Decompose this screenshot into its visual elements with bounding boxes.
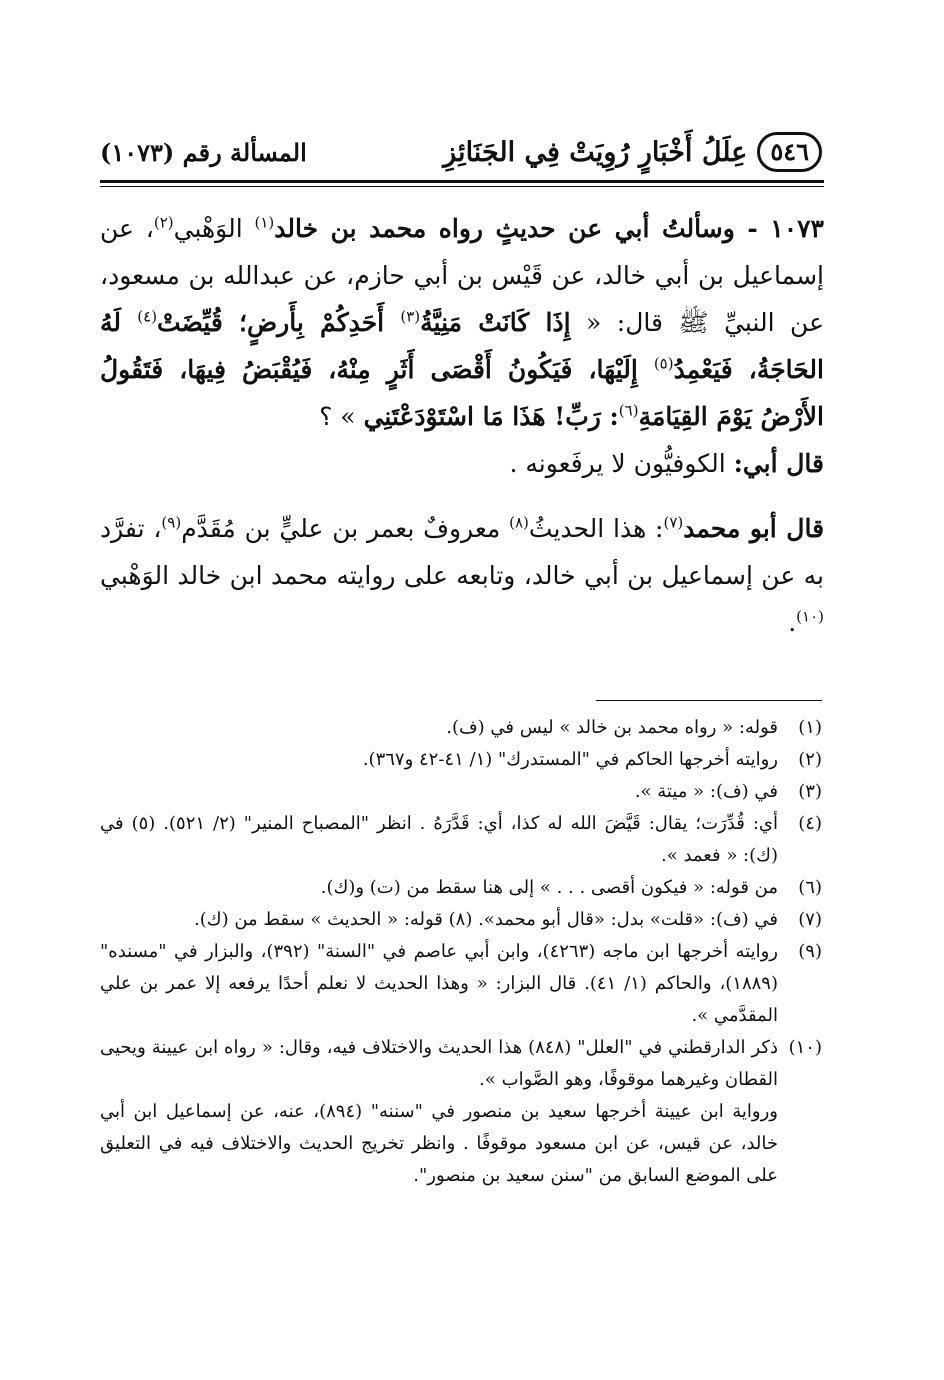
text-segment: : هذا الحديثُ (528, 514, 664, 543)
footnote (100, 1032, 822, 1096)
footnote-ref: (١) (254, 213, 275, 232)
book-title: عِلَلُ أَخْبَارٍ رُوِيَتْ فِي الجَنَائِزِ (443, 136, 748, 168)
footnote (100, 872, 822, 904)
footnote (100, 776, 822, 808)
footnote-number: (٢) (798, 749, 822, 770)
text-segment: ، عن إسماعيل بن أبي خالد، عن قَيْس بن أبي حازم، عن عبدالله بن مسعود، عن النبيِّ ﷺ قال: « (100, 214, 825, 337)
footnote-number: (٩) (798, 941, 822, 962)
footnote-ref: (٣) (400, 307, 421, 326)
footnote-ref: (٩) (161, 513, 182, 532)
footnote-continuation: ورواية ابن عيينة أخرجها سعيد بن منصور في "سننه" (٨٩٤)، عنه، عن إسماعيل ابن أبي خالد، عن قيس، عن ابن مسعود موقوفًا . وانظر تخريج الحديث والاختلاف فيه في التعليق على الموضع السابق من "سنن سعيد بن منصور". (100, 1101, 778, 1186)
footnote-number: (٧) (798, 909, 822, 930)
footnote-number: (٣) (798, 781, 822, 802)
text-segment: . (788, 608, 797, 637)
footnote-number: (١) (798, 717, 822, 738)
footnote (100, 744, 822, 776)
header-rule-thin (100, 186, 824, 187)
footnote-text: من قوله: « فيكون أقصى . . . » إلى هنا سقط من (ت) و(ك). (320, 877, 778, 898)
paragraph-father (100, 440, 824, 487)
footnote-ref: (٤) (137, 307, 158, 326)
header-rule-thick (100, 180, 824, 183)
question-intro: وسألتُ أبي عن حديثٍ رواه محمد بن خالد (274, 214, 748, 243)
text-segment: » ؟ (319, 402, 364, 431)
speaker-label: قال أبي: (733, 449, 824, 478)
footnote-ref: (١٠) (796, 607, 824, 626)
footnote-text: ذكر الدارقطني في "العلل" (٨٤٨) هذا الحديث والاختلاف فيه، وقال: « رواه ابن عيينة ويحيى القطان وغيرهما موقوفًا، وهو الصَّواب ». (100, 1037, 778, 1090)
footnote-text: روايته أخرجها الحاكم في "المستدرك" (١/ ٤١-٤٢ و٣٦٧). (362, 749, 778, 770)
text-segment: ، تفرَّد به عن إسماعيل بن أبي خالد، وتابعه على روايته محمد ابن خالد الوَهْبي (100, 514, 824, 590)
header-right (443, 132, 822, 172)
main-text (100, 205, 824, 646)
footnote-number: (٦) (798, 877, 822, 898)
footnote (100, 712, 822, 744)
footnote-ref: (٧) (663, 513, 684, 532)
footnote-text: قوله: « رواه محمد بن خالد » ليس في (ف). (446, 717, 778, 738)
footnote-separator (596, 700, 822, 701)
speaker-label: قال أبو محمد (683, 514, 825, 543)
footnote-ref: (٨) (509, 513, 529, 532)
paragraph-abu-muhammad (100, 505, 824, 646)
footnote-ref: (٦) (618, 401, 639, 420)
page-number: ٥٤٦ (757, 132, 822, 172)
text-segment: معروفٌ بعمر بن عليٍّ بن مُقَدَّم (181, 514, 510, 543)
footnote-ref: (٥) (653, 354, 674, 373)
footnotes (100, 712, 822, 1192)
footnote-number: (١٠) (788, 1037, 822, 1058)
hadith-text: إِذَا كَانَتْ مَنِيَّةُ (420, 308, 571, 337)
text-segment: الكوفيُّون لا يرفَعونه . (509, 449, 734, 478)
hadith-text: إِلَيْهَا، فَيَكُونُ أَقْصَى أَثَرٍ مِنْهُ، فَيُقْبَضُ فِيهَا، فَتَقُولُ الأَرْضُ يَوْمَ القِيَامَةِ (100, 355, 824, 431)
footnote (100, 904, 822, 936)
footnote-ref: (٢) (153, 213, 174, 232)
hadith-text: أَحَدِكُمْ بِأَرضٍ؛ قُيِّضَتْ (157, 308, 401, 337)
footnote-number: (٤) (798, 813, 822, 834)
footnote (100, 936, 822, 1032)
footnote-text: في (ف): « ميتة ». (634, 781, 778, 802)
hadith-text: : رَبِّ! هَذَا مَا اسْتَوْدَعْتَنِي (363, 402, 619, 431)
paragraph-question (100, 205, 824, 440)
footnote-text: روايته أخرجها ابن ماجه (٤٢٦٣)، وابن أبي عاصم في "السنة" (٣٩٢)، والبزار في "مسنده" (١٨٨٩)، والحاكم (١/ ٤١). قال البزار: « وهذا الحديث لا نعلم أحدًا يرفعه إلا عمر بن علي المقدَّمي ». (100, 941, 778, 1026)
footnote-text: في (ف): «قلت» بدل: «قال أبو محمد». (٨) قوله: « الحديث » سقط من (ك). (194, 909, 778, 930)
text-segment: الوَهْبي (173, 214, 255, 243)
page-header (100, 128, 822, 176)
issue-label: ١٠٧٣ - (747, 214, 824, 243)
hadith-text: لَهُ الحَاجَةُ، فَيَعْمِدُ (100, 308, 824, 384)
issue-number: المسألة رقم (١٠٧٣) (100, 137, 307, 167)
footnote (100, 808, 822, 872)
footnote-text: أي: قُدِّرَت؛ يقال: قَيَّضَ الله له كذا، أي: قَدَّرَهُ . انظر "المصباح المنير" (٢/ ٥٢١). (٥) في (ك): « فعمد ». (100, 813, 778, 866)
